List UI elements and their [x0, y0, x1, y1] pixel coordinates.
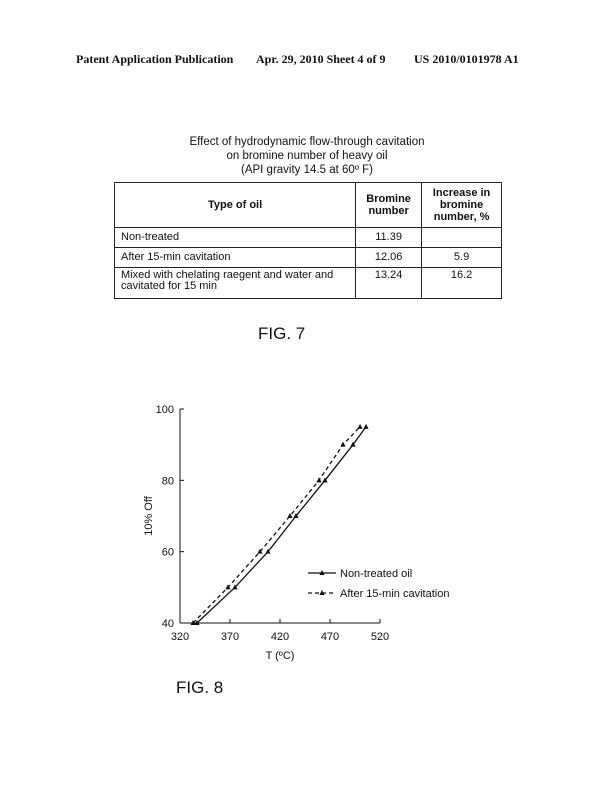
y-tick-label: 40 — [161, 618, 174, 630]
cell-increase: 16.2 — [422, 268, 502, 299]
series-line-1 — [193, 427, 360, 623]
cell-increase — [422, 228, 502, 248]
cell-increase: 5.9 — [422, 248, 502, 268]
cell-type: After 15-min cavitation — [115, 248, 356, 268]
x-tick-label: 370 — [220, 631, 240, 643]
cell-type: Non-treated — [115, 228, 356, 248]
legend-label-cavitated: After 15-min cavitation — [340, 588, 450, 600]
caption-line: Effect of hydrodynamic flow-through cavitation — [189, 136, 425, 148]
x-axis-label: T (ºC) — [265, 650, 295, 662]
series-1-point — [316, 477, 321, 482]
fig7-label: FIG. 7 — [258, 324, 306, 343]
y-tick-label: 100 — [155, 404, 174, 416]
x-tick-label: 470 — [320, 631, 340, 643]
y-tick-label: 80 — [161, 475, 174, 488]
caption-line: on bromine number of heavy oil — [226, 150, 388, 162]
cell-bromine: 13.24 — [356, 268, 422, 299]
cell-bromine: 11.39 — [356, 228, 422, 248]
bromine-table — [114, 182, 502, 299]
chart-ticks — [156, 404, 390, 643]
series-1-point — [357, 424, 362, 429]
header-type-of-oil: Type of oil — [115, 183, 356, 228]
table-row — [115, 228, 502, 248]
page-header — [0, 52, 614, 72]
caption-line: (API gravity 14.5 at 60º F) — [240, 164, 374, 176]
y-axis-label: 10% Off — [143, 496, 155, 536]
cell-bromine: 12.06 — [356, 248, 422, 268]
table-caption — [114, 135, 500, 177]
series-1-point — [340, 442, 345, 447]
publication-type: Patent Application Publication — [76, 52, 234, 66]
table-row — [115, 268, 502, 299]
publication-number: US 2010/0101978 A1 — [414, 52, 519, 66]
header-increase-percent: Increase in bromine number, % — [422, 183, 502, 228]
x-tick-label: 420 — [270, 631, 290, 643]
x-tick-label: 320 — [170, 631, 190, 643]
header-bromine-number: Bromine number — [356, 183, 422, 228]
chart-legend — [308, 568, 449, 600]
fig8-chart — [130, 395, 460, 670]
publication-date-sheet: Apr. 29, 2010 Sheet 4 of 9 — [256, 52, 386, 66]
cell-type: Mixed with chelating raegent and water and cavitated for 15 min — [115, 268, 356, 299]
y-tick-label: 60 — [161, 546, 174, 559]
legend-label-non-treated: Non-treated oil — [340, 568, 413, 580]
table-header-row — [115, 183, 502, 228]
series-0-point — [363, 424, 368, 429]
table-row — [115, 248, 502, 268]
fig8-label: FIG. 8 — [176, 678, 224, 697]
x-tick-label: 520 — [370, 631, 390, 643]
